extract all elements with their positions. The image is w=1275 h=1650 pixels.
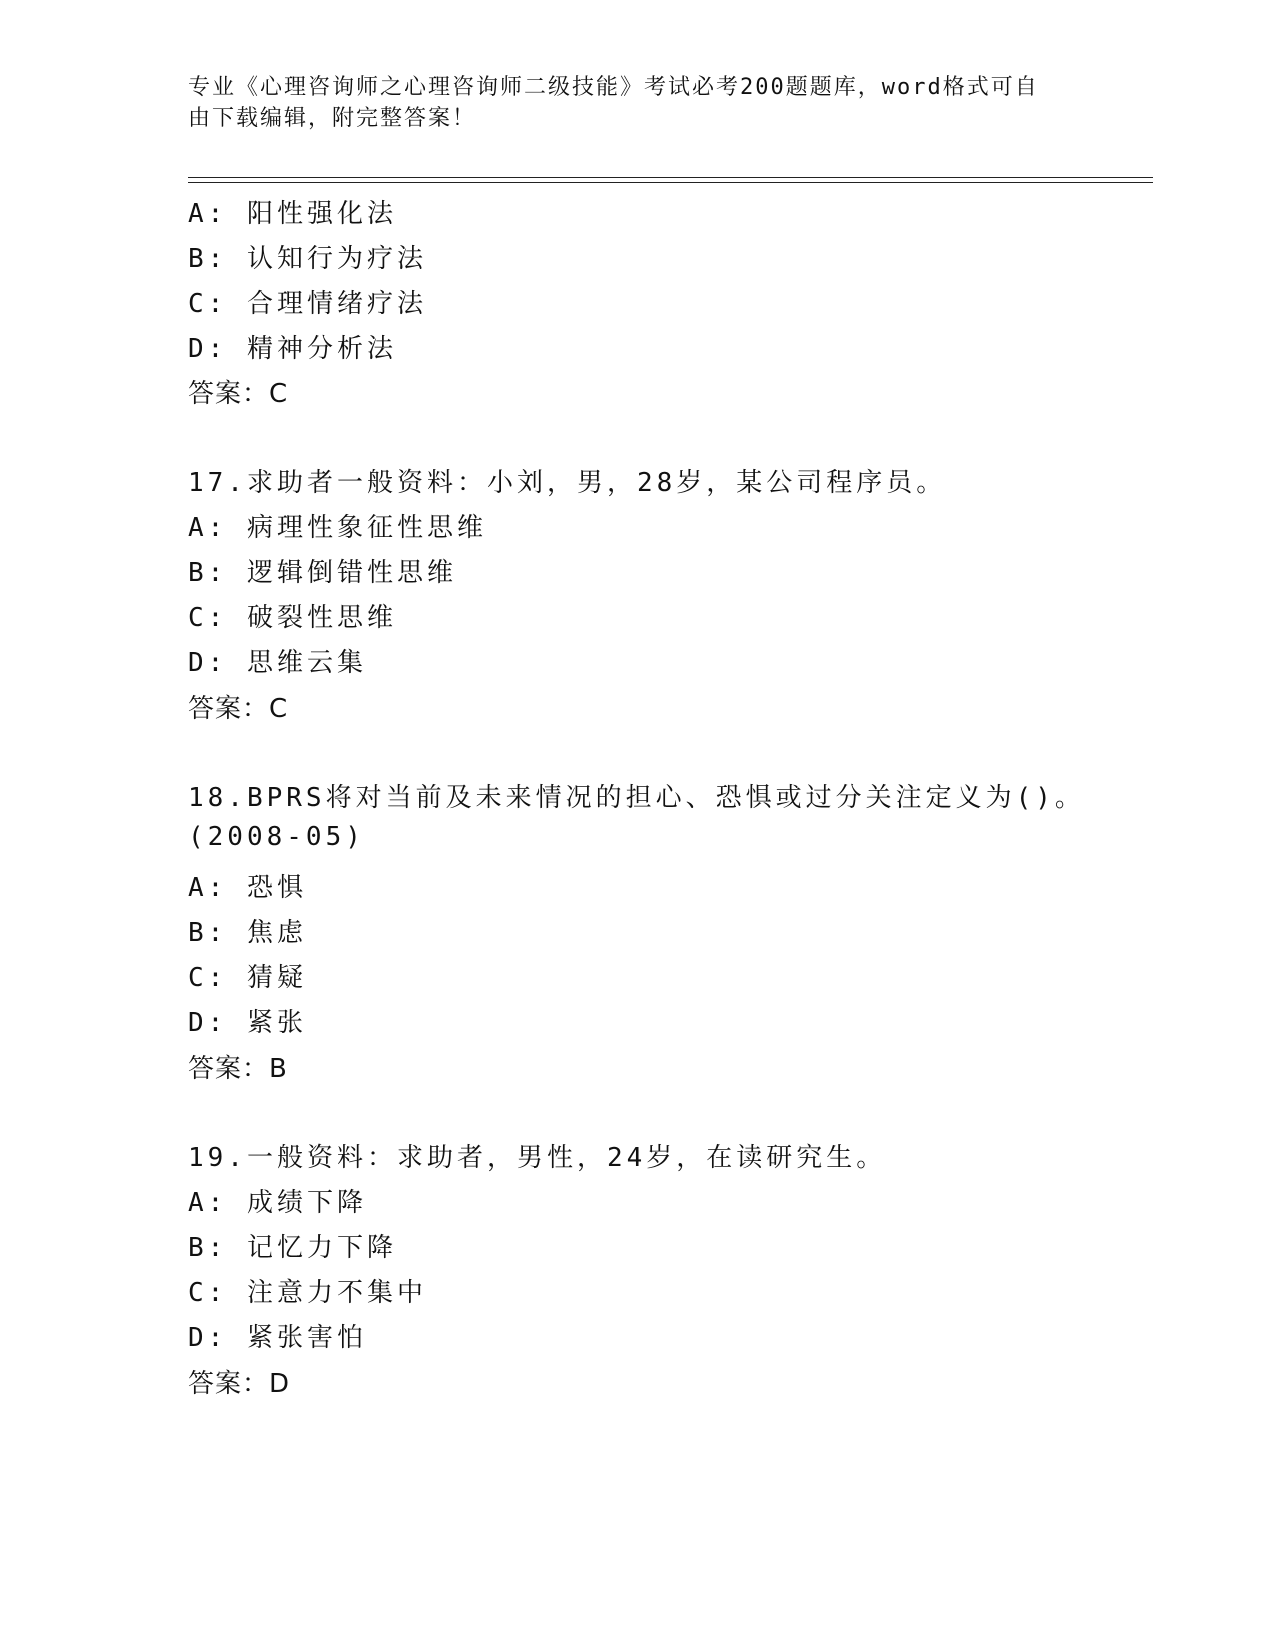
q16-option-a: A: 阳性强化法 [188, 199, 397, 229]
q19-option-c: C: 注意力不集中 [188, 1278, 427, 1308]
q18-option-b: B: 焦虑 [188, 918, 307, 948]
header-divider-bottom [188, 182, 1153, 183]
q19-question: 19.一般资料：求助者，男性，24岁，在读研究生。 [188, 1143, 887, 1173]
q18-answer: 答案：B [188, 1054, 288, 1084]
q18-option-a: A: 恐惧 [188, 873, 307, 903]
q17-option-c: C: 破裂性思维 [188, 603, 397, 633]
q16-option-d: D: 精神分析法 [188, 334, 397, 364]
q19-option-a: A: 成绩下降 [188, 1188, 367, 1218]
q16-option-b: B: 认知行为疗法 [188, 244, 427, 274]
q18-question-line-2: (2008-05) [188, 822, 365, 852]
header-line-2: 由下载编辑，附完整答案！ [188, 106, 477, 131]
q17-question: 17.求助者一般资料：小刘，男，28岁，某公司程序员。 [188, 468, 947, 498]
q17-option-a: A: 病理性象征性思维 [188, 513, 487, 543]
q19-answer: 答案：D [188, 1369, 291, 1399]
q17-option-d: D: 思维云集 [188, 648, 367, 678]
header-divider-top [188, 177, 1153, 178]
q18-option-c: C: 猜疑 [188, 963, 307, 993]
q19-option-d: D: 紧张害怕 [188, 1323, 367, 1353]
q16-answer: 答案：C [188, 379, 289, 409]
q19-option-b: B: 记忆力下降 [188, 1233, 397, 1263]
document-header [188, 72, 1068, 134]
q18-option-d: D: 紧张 [188, 1008, 307, 1038]
q16-option-c: C: 合理情绪疗法 [188, 289, 427, 319]
header-line-1: 专业《心理咨询师之心理咨询师二级技能》考试必考200题题库，word格式可自 [188, 75, 1039, 100]
q18-question-line-1: 18.BPRS将对当前及未来情况的担心、恐惧或过分关注定义为()。 [188, 783, 1085, 813]
q17-option-b: B: 逻辑倒错性思维 [188, 558, 457, 588]
q17-answer: 答案：C [188, 694, 289, 724]
